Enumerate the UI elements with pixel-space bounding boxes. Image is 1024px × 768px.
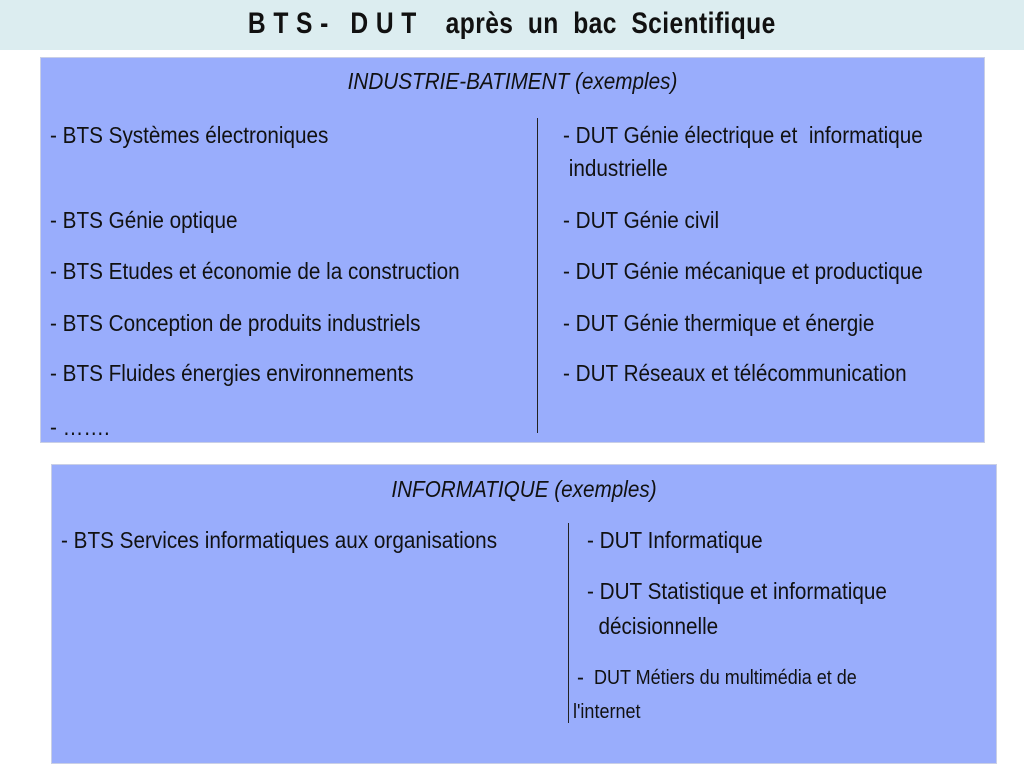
dut-item: - DUT Réseaux et télécommunication xyxy=(563,360,907,386)
dut-item: - DUT Génie électrique et informatique xyxy=(563,122,923,148)
title-bar xyxy=(0,0,1024,50)
dut-item: DUT Métiers du multimédia et de xyxy=(594,667,857,689)
industrie-batiment-panel xyxy=(40,57,985,443)
column-divider xyxy=(568,523,569,723)
bts-item: - BTS Génie optique xyxy=(50,207,238,233)
bts-item: - BTS Etudes et économie de la construction xyxy=(50,258,460,284)
dut-item: - DUT Génie civil xyxy=(563,207,720,233)
column-divider xyxy=(537,118,538,433)
informatique-panel xyxy=(51,464,997,764)
dut-item-continuation: industrielle xyxy=(563,155,668,181)
informatique-heading: INFORMATIQUE (exemples) xyxy=(391,476,657,502)
bts-item: - BTS Services informatiques aux organisations xyxy=(61,527,498,553)
dut-item-continuation: décisionnelle xyxy=(587,613,719,639)
dut-item-continuation: l'internet xyxy=(573,701,641,723)
dut-item: - DUT Statistique et informatique xyxy=(587,578,887,604)
bts-item: - BTS Systèmes électroniques xyxy=(50,122,329,148)
dut-item: - DUT Génie mécanique et productique xyxy=(563,258,923,284)
bts-item: - ……. xyxy=(50,414,110,440)
dut-item: - DUT Génie thermique et énergie xyxy=(563,310,875,336)
dut-item: - DUT Informatique xyxy=(587,527,763,553)
industrie-heading: INDUSTRIE-BATIMENT (exemples) xyxy=(347,68,678,94)
slide-title: B T S - D U T après un bac Scientifique xyxy=(248,7,776,40)
bts-item: - BTS Fluides énergies environnements xyxy=(50,360,414,386)
bts-item: - BTS Conception de produits industriels xyxy=(50,310,421,336)
dut-item-dash: - xyxy=(577,664,590,690)
